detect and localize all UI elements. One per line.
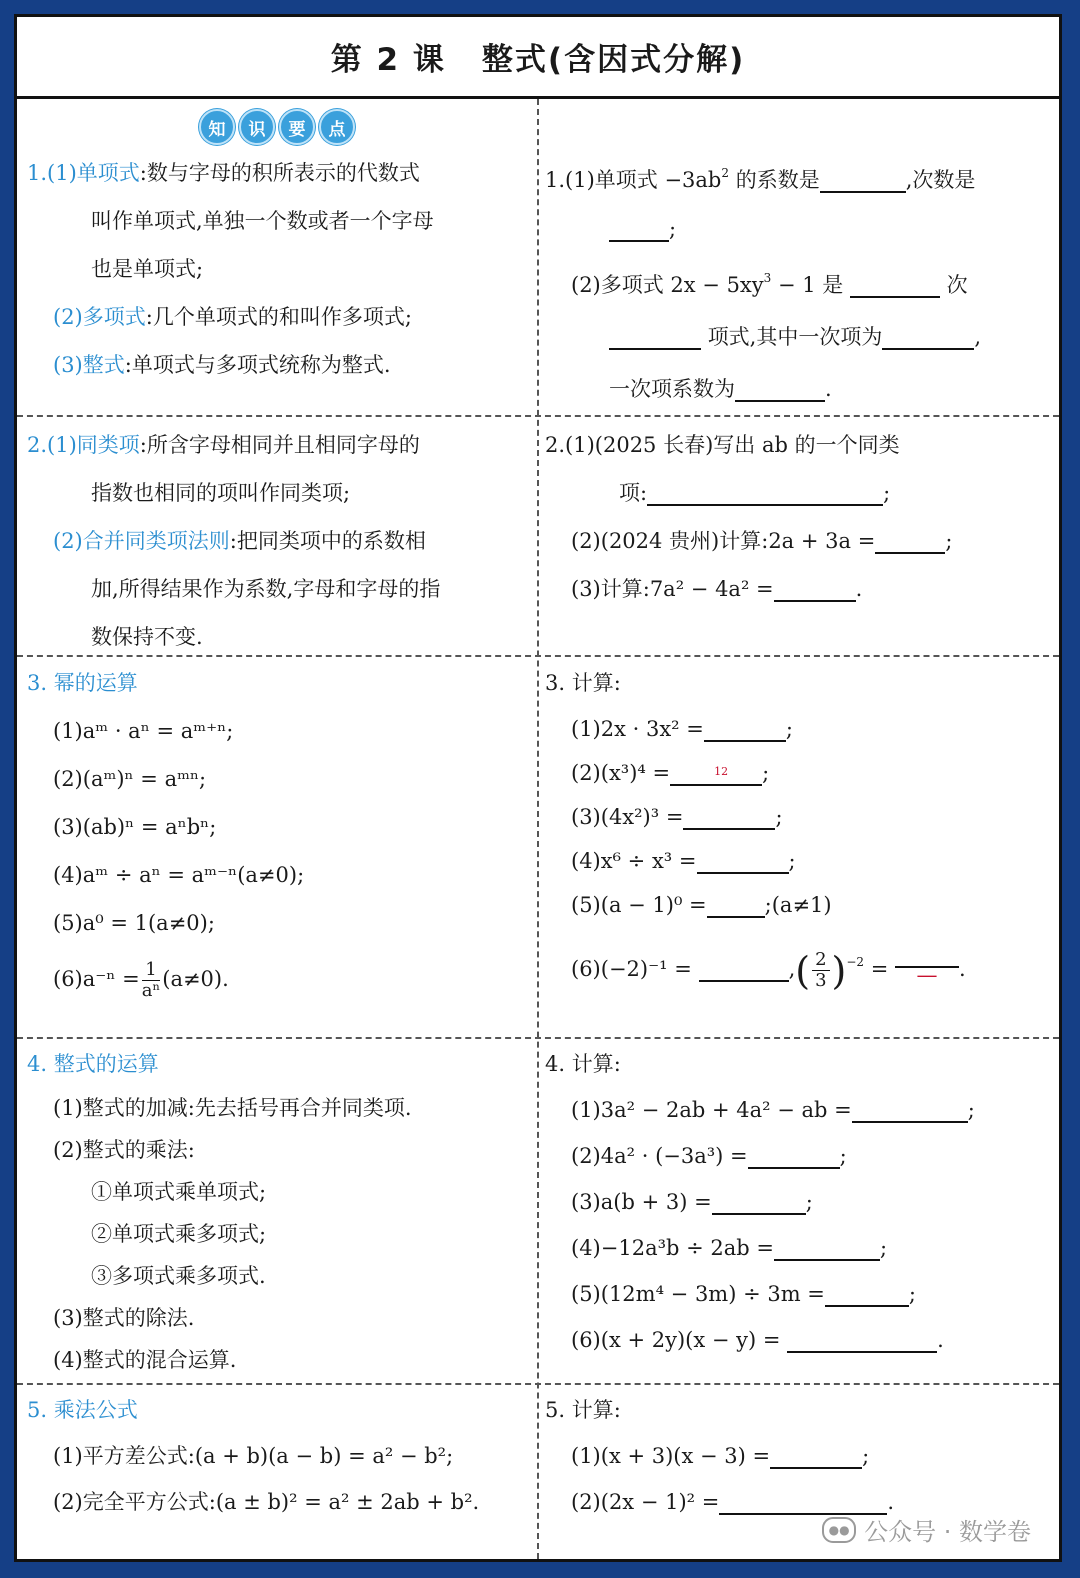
question-text: − 1 是 xyxy=(771,273,844,297)
item-number: 2.(1) xyxy=(27,433,77,457)
question-text: (2)(x³)⁴ = xyxy=(571,761,671,785)
knowledge-points-header xyxy=(27,99,527,149)
formula-item: (1)平方差公式:(a + b)(a − b) = a² − b²; xyxy=(53,1444,454,1468)
fraction-numerator: 1 xyxy=(142,960,159,981)
header-badge: 点 xyxy=(319,109,355,145)
answer-blank[interactable] xyxy=(882,322,974,350)
item-number: (3) xyxy=(53,353,83,377)
term-integral-expression: 整式 xyxy=(82,353,125,377)
answer-blank[interactable] xyxy=(647,478,883,506)
question-text: 的系数是 xyxy=(729,168,820,192)
answer-blank[interactable] xyxy=(748,1141,840,1169)
formula-item: (4)aᵐ ÷ aⁿ = aᵐ⁻ⁿ(a≠0); xyxy=(53,863,305,887)
answer-blank[interactable] xyxy=(609,322,701,350)
answer-blank[interactable] xyxy=(820,165,906,193)
formula-item: (1)aᵐ · aⁿ = aᵐ⁺ⁿ; xyxy=(53,719,234,743)
rule-item: ③多项式乘多项式. xyxy=(91,1264,266,1288)
section-heading: 5. 计算: xyxy=(545,1398,621,1422)
worksheet-page xyxy=(14,14,1062,1562)
definition-text: :数与字母的积所表示的代数式 xyxy=(139,161,420,185)
question-text: (1)3a² − 2ab + 4a² − ab = xyxy=(571,1098,852,1122)
question-text: (3)(4x²)³ = xyxy=(571,805,684,829)
answer-blank[interactable] xyxy=(735,374,825,402)
lesson-number: 第 2 课 xyxy=(330,42,446,78)
exponent: −2 xyxy=(846,955,865,969)
question-text: 2.(1)(2025 长春)写出 ab 的一个同类 xyxy=(545,433,900,457)
question-text: 1.(1)单项式 −3ab xyxy=(545,168,722,192)
formula-item: (2)(aᵐ)ⁿ = aᵐⁿ; xyxy=(53,767,207,791)
question-text: (4)x⁶ ÷ x³ = xyxy=(571,849,697,873)
fraction-numerator: 2 xyxy=(812,950,829,971)
section-heading: 3. 计算: xyxy=(545,671,621,695)
section-heading: 4. 整式的运算 xyxy=(27,1052,159,1076)
formula-item: (3)(ab)ⁿ = aⁿbⁿ; xyxy=(53,815,217,839)
condition-note: (a≠1) xyxy=(771,893,832,917)
watermark-text: 公众号 · 数学卷 xyxy=(864,1518,1031,1546)
answer-blank[interactable] xyxy=(895,940,959,987)
definition-text: :所含字母相同并且相同字母的 xyxy=(139,433,420,457)
answer-blank[interactable] xyxy=(609,214,669,242)
question-text: (2)多项式 2x − 5xy xyxy=(571,273,764,297)
question-text: 项式,其中一次项为 xyxy=(707,325,883,349)
term-monomial: 单项式 xyxy=(76,161,140,185)
question-text: (1)(x + 3)(x − 3) = xyxy=(571,1444,771,1468)
definition-text: 加,所得结果作为系数,字母和字母的指 xyxy=(91,577,441,601)
answer-blank[interactable] xyxy=(697,846,789,874)
question-text: ,次数是 xyxy=(905,168,976,192)
rule-item: ②单项式乘多项式; xyxy=(91,1222,267,1246)
section-2: 2.(1)同类项:所含字母相同并且相同字母的 指数也相同的项叫作同类项; (2)合并同类项法则:把同类项中的系数相 加,所得结果作为系数,字母和字母的指 数保持不变. 2.(1)(2025 长春)写出 ab 的一个同类 项: ; (2)(2024 贵州)计算:2a + 3a = ; (3)计算:7a² − 4a² = . xyxy=(17,417,1059,657)
question-text: (4)−12a³b ÷ 2ab = xyxy=(571,1236,774,1260)
answer-blank[interactable] xyxy=(712,1187,806,1215)
question-text: (2)(2x − 1)² = xyxy=(571,1490,720,1514)
answer-blank[interactable] xyxy=(825,1279,909,1307)
item-number: 1.(1) xyxy=(27,161,77,185)
answer-blank[interactable] xyxy=(852,1095,968,1123)
answer-blank[interactable] xyxy=(670,758,762,786)
formula-item: (5)a⁰ = 1(a≠0); xyxy=(53,911,215,935)
section-4: 4. 整式的运算 (1)整式的加减:先去括号再合并同类项. (2)整式的乘法: ①单项式乘单项式; ②单项式乘多项式; ③多项式乘多项式. (3)整式的除法. (4)整式的混合运算. 4. 计算: (1)3a² − 2ab + 4a² − ab = ; (2)4a² · (−3a³) = ; (3)a(b + 3) = ; (4)−12a³b ÷ 2ab = ; (5)(12m⁴ − 3m) ÷ 3m = ; (6)(x + 2y)(x − y) = . xyxy=(17,1039,1059,1385)
fraction xyxy=(812,950,829,991)
definition-text: :把同类项中的系数相 xyxy=(229,529,426,553)
answer-blank[interactable] xyxy=(774,1233,880,1261)
formula-item: (6)a⁻ⁿ = xyxy=(53,967,140,991)
formula-item: (a≠0). xyxy=(162,967,229,991)
answer-blank[interactable] xyxy=(704,714,786,742)
answer-blank[interactable] xyxy=(770,1441,862,1469)
item-number: (2) xyxy=(53,529,83,553)
rule-item: (1)整式的加减:先去括号再合并同类项. xyxy=(53,1096,412,1120)
lesson-title xyxy=(17,17,1059,99)
header-badge: 识 xyxy=(239,109,275,145)
term-polynomial: 多项式 xyxy=(82,305,146,329)
question-text: 一次项系数为 xyxy=(609,377,735,401)
answer-blank[interactable] xyxy=(774,574,856,602)
definition-text: 数保持不变. xyxy=(91,625,203,649)
definition-text: :单项式与多项式统称为整式. xyxy=(124,353,391,377)
question-text: (2)(2024 贵州)计算:2a + 3a = xyxy=(571,529,876,553)
rule-item: (2)整式的乘法: xyxy=(53,1138,195,1162)
fraction xyxy=(142,960,161,1001)
fraction-denominator: 3 xyxy=(815,970,827,991)
answer-blank[interactable] xyxy=(719,1487,887,1515)
section-heading: 5. 乘法公式 xyxy=(27,1398,138,1422)
section-1: 知 识 要 点 1.(1)单项式:数与字母的积所表示的代数式 叫作单项式,单独一个数或者一个字母 也是单项式; (2)多项式:几个单项式的和叫作多项式; (3)整式:单项式与多项式统称为整式. 1.(1)单项式 $-3ab^2$ 的系数是 ,次数是 ; (2)多项式 $2x - 5xy^3 - 1$ 是 次 项式,其中一次项为 , 一次项系数为 . xyxy=(17,99,1059,417)
header-badge: 知 xyxy=(199,109,235,145)
term-combining-rule: 合并同类项法则 xyxy=(82,529,230,553)
definition-text: 叫作单项式,单独一个数或者一个字母 xyxy=(91,209,434,233)
definition-text: :几个单项式的和叫作多项式; xyxy=(145,305,412,329)
section-heading: 3. 幂的运算 xyxy=(27,671,138,695)
section-3: 3. 幂的运算 (1)aᵐ · aⁿ = aᵐ⁺ⁿ; (2)(aᵐ)ⁿ = aᵐⁿ; (3)(ab)ⁿ = aⁿbⁿ; (4)aᵐ ÷ aⁿ = aᵐ⁻ⁿ(a≠0); (5)a⁰ = 1(a≠0); (6)a⁻ⁿ = $\frac{1}{\text{aⁿ}}$ (a≠0). 3. 计算: (1)2x · 3x² = ; (2)(x³)⁴ = 12 ; (3)(4x²)³ = ; (4)x⁶ ÷ x³ = ; (5)(a − 1)⁰ = ;(a≠1) (6)(−2)⁻¹ = ,( $\frac{2}{3}$ )$^{-2}$ = — . xyxy=(17,657,1059,1039)
rule-item: (4)整式的混合运算. xyxy=(53,1348,237,1372)
lesson-topic: 整式(含因式分解) xyxy=(481,42,746,78)
answer-blank[interactable] xyxy=(850,270,940,298)
answer-blank[interactable] xyxy=(787,1325,937,1353)
answer-blank[interactable] xyxy=(683,802,775,830)
question-text: (5)(12m⁴ − 3m) ÷ 3m = xyxy=(571,1282,825,1306)
handwritten-answer: 12 xyxy=(714,765,729,778)
watermark xyxy=(822,1512,1031,1547)
handwritten-answer: — xyxy=(916,963,938,987)
fraction-denominator: aⁿ xyxy=(141,980,161,1001)
question-text: (3)a(b + 3) = xyxy=(571,1190,712,1214)
definition-text: 也是单项式; xyxy=(91,257,204,281)
question-text: (6)(−2)⁻¹ = xyxy=(571,957,692,981)
answer-blank[interactable] xyxy=(699,954,789,982)
term-like-terms: 同类项 xyxy=(76,433,140,457)
answer-blank[interactable] xyxy=(875,526,945,554)
rule-item: (3)整式的除法. xyxy=(53,1306,195,1330)
answer-blank[interactable] xyxy=(707,890,765,918)
formula-item: (2)完全平方公式:(a ± b)² = a² ± 2ab + b². xyxy=(53,1490,480,1514)
question-text: (1)2x · 3x² = xyxy=(571,717,704,741)
question-text: (6)(x + 2y)(x − y) = xyxy=(571,1328,781,1352)
wechat-icon: ●● xyxy=(822,1517,856,1543)
definition-text: 指数也相同的项叫作同类项; xyxy=(91,481,351,505)
question-text: (3)计算:7a² − 4a² = xyxy=(571,577,774,601)
question-text: (2)4a² · (−3a³) = xyxy=(571,1144,748,1168)
question-text: 次 xyxy=(946,273,968,297)
section-5: 5. 乘法公式 (1)平方差公式:(a + b)(a − b) = a² − b²; (2)完全平方公式:(a ± b)² = a² ± 2ab + b². 5. 计算: (1)(x + 3)(x − 3) = ; (2)(2x − 1)² = . xyxy=(17,1385,1059,1562)
section-heading: 4. 计算: xyxy=(545,1052,621,1076)
header-badge: 要 xyxy=(279,109,315,145)
rule-item: ①单项式乘单项式; xyxy=(91,1180,267,1204)
item-number: (2) xyxy=(53,305,83,329)
question-text: (5)(a − 1)⁰ = xyxy=(571,893,707,917)
question-text: 项: xyxy=(619,481,648,505)
